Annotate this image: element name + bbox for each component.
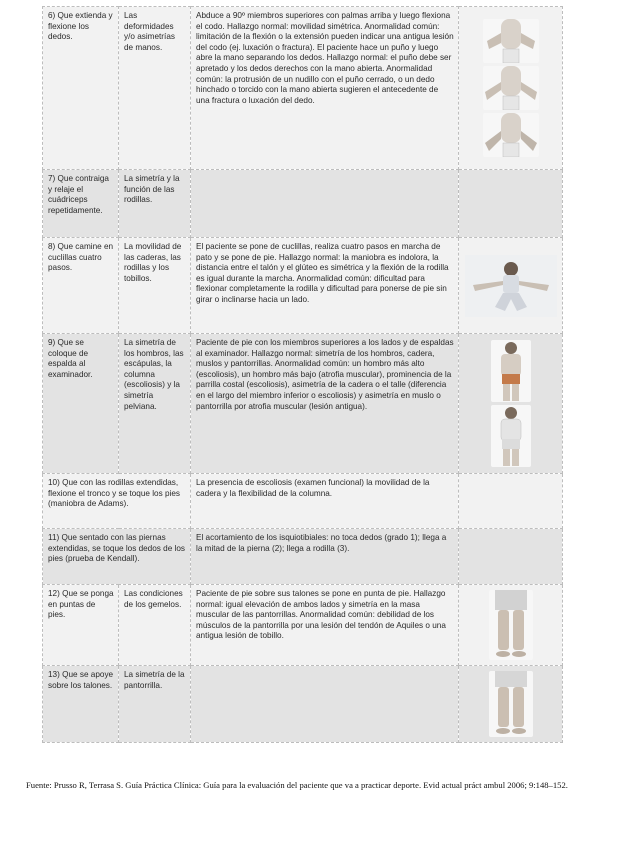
action-cell: 13) Que se apoye sobre los talones.	[43, 666, 119, 743]
description-cell: La presencia de escoliosis (examen funcional) la movilidad de la cadera y la flexibilidad de la columna.	[191, 474, 459, 529]
table-row	[43, 474, 563, 529]
legs-photo	[489, 671, 533, 737]
action-cell: 12) Que se ponga en puntas de pies.	[43, 585, 119, 666]
evaluates-cell: La simetría de la pantorrilla.	[119, 666, 191, 743]
image-cell	[459, 474, 563, 529]
image-cell	[459, 7, 563, 170]
table-row	[43, 334, 563, 474]
back-photo	[491, 405, 531, 467]
table-row	[43, 529, 563, 585]
description-cell	[191, 170, 459, 238]
action-cell: 9) Que se coloque de espalda al examinador.	[43, 334, 119, 474]
table-row	[43, 585, 563, 666]
description-cell: Paciente de pie con los miembros superiores a los lados y de espaldas al examinador. Hallazgo normal: simetría de los hombros, cadera, muslos y pantorrillas. Anormalidad común: un hombro más alto (escoliosis), un hombro más bajo (atrofia muscular), prominencia de la parrilla costal (escoliosis), asimetría de la cadera o el talle (diferencia en el largo del miembro inferior o escoliosis) y asimetría en muslo o pantorrilla por atrofia muscular (lesión antigua).	[191, 334, 459, 474]
description-cell: El acortamiento de los isquiotibiales: no toca dedos (grado 1); llega a la mitad de la pierna (2); llega a rodilla (3).	[191, 529, 459, 585]
table-row	[43, 666, 563, 743]
description-cell	[191, 666, 459, 743]
evaluates-cell: La movilidad de las caderas, las rodillas y los tobillos.	[119, 238, 191, 334]
evaluates-cell: La simetría y la función de las rodillas.	[119, 170, 191, 238]
legs-photo	[489, 590, 533, 660]
action-cell: 8) Que camine en cuclillas cuatro pasos.	[43, 238, 119, 334]
image-cell	[459, 666, 563, 743]
description-cell: Paciente de pie sobre sus talones se pone en punta de pie. Hallazgo normal: igual elevación de ambos lados y simetría en la masa muscular de las pantorrillas. Anormalidad común: debilidad de los músculos de la pantorrilla por una lesión del tendón de Aquiles o una antigua lesión de tobillo.	[191, 585, 459, 666]
description-cell: Abduce a 90º miembros superiores con palmas arriba y luego flexiona el codo. Hallazgo normal: movilidad simétrica. Anormalidad común: limitación de la flexión o la extensión pueden indicar una antigua lesión del codo (ej. luxación o fractura). El paciente hace un puño y luego abre la mano separando los dedos. Hallazgo normal: el puño debe ser apretado y los dedos derechos con la mano abierta. Anormalidad común: la protrusión de un nudillo con el puño cerrado, o un dedo hinchado o torcido con la mano abierta sugieren el antecedente de una fractura o luxación del dedo.	[191, 7, 459, 170]
action-cell: 6) Que extienda y flexione los dedos.	[43, 7, 119, 170]
image-cell	[459, 170, 563, 238]
table-row	[43, 7, 563, 170]
image-cell	[459, 238, 563, 334]
squat-photo	[465, 255, 557, 317]
hands-photo	[483, 66, 539, 110]
back-photo	[491, 340, 531, 402]
table-row	[43, 170, 563, 238]
action-cell: 7) Que contraiga y relaje el cuádriceps repetidamente.	[43, 170, 119, 238]
image-cell	[459, 529, 563, 585]
hands-photo	[483, 19, 539, 63]
action-cell: 10) Que con las rodillas extendidas, flexione el tronco y se toque los pies (maniobra de Adams).	[43, 474, 191, 529]
description-cell: El paciente se pone de cuclillas, realiza cuatro pasos en marcha de pato y se pone de pie. Hallazgo normal: la maniobra es indolora, la distancia entre el talón y el glúteo es simétrica y la flexión de la rodilla es igual durante la marcha. Anormalidad común: dificultad para flexionar completamente la rodilla y dificultad para ponerse de pie sin girar o inclinarse hacia un lado.	[191, 238, 459, 334]
hands-photo	[483, 113, 539, 157]
image-cell	[459, 585, 563, 666]
source-note: Fuente: Prusso R, Terrasa S. Guía Práctica Clínica: Guía para la evaluación del paciente que va a practicar deporte. Evid actual práct ambul 2006; 9:148–152.	[26, 780, 568, 790]
evaluates-cell: Las condiciones de los gemelos.	[119, 585, 191, 666]
exam-table	[42, 6, 563, 743]
evaluates-cell: Las deformidades y/o asimetrías de manos.	[119, 7, 191, 170]
evaluates-cell: La simetría de los hombros, las escápulas, la columna (escoliosis) y la simetría pelviana.	[119, 334, 191, 474]
table-row	[43, 238, 563, 334]
image-cell	[459, 334, 563, 474]
action-cell: 11) Que sentado con las piernas extendidas, se toque los dedos de los pies (prueba de Kendall).	[43, 529, 191, 585]
